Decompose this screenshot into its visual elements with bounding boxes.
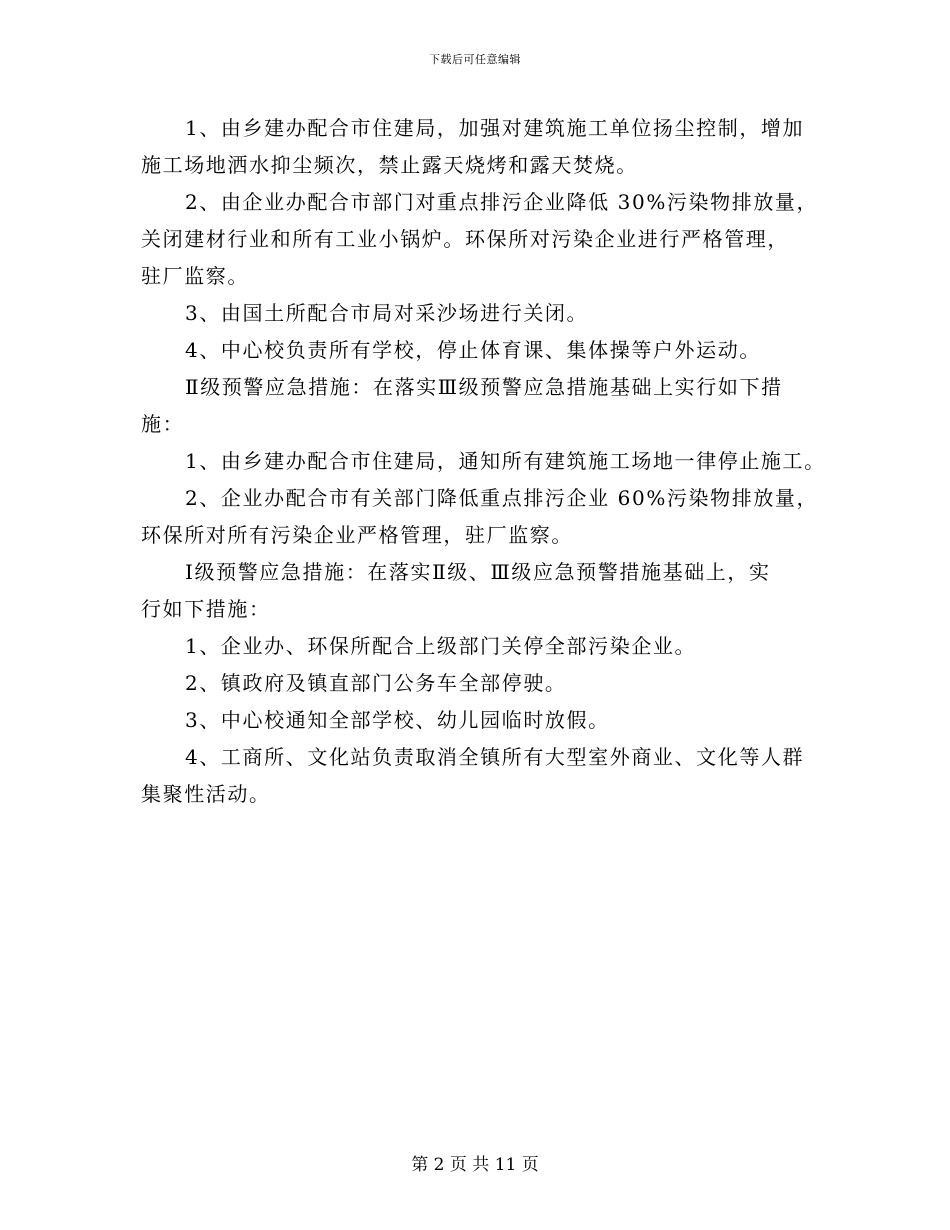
paragraph-7 (141, 628, 821, 665)
paragraph-5 (141, 443, 826, 480)
paragraph-10 (141, 739, 821, 813)
paragraph-line: 1、企业办、环保所配合上级部门关停全部污染企业。 (185, 634, 697, 658)
paragraph-6 (141, 480, 821, 554)
page-number: 第 2 页 共 11 页 (411, 1155, 539, 1175)
paragraph-1 (141, 110, 821, 184)
paragraph-line: 3、中心校通知全部学校、幼儿园临时放假。 (185, 708, 610, 732)
paragraph-level-2-heading (141, 369, 821, 443)
document-body (141, 110, 826, 813)
paragraph-line: Ⅱ级预警应急措施：在落实Ⅲ级预警应急措施基础上实行如下措 (185, 375, 783, 399)
paragraph-line: 4、工商所、文化站负责取消全镇所有大型室外商业、文化等人群 (185, 745, 805, 769)
paragraph-line: 行如下措施： (141, 597, 271, 621)
paragraph-4 (141, 332, 821, 369)
paragraph-line: 1、由乡建办配合市住建局，通知所有建筑施工场地一律停止施工。 (185, 449, 826, 473)
paragraph-line: 2、企业办配合市有关部门降低重点排污企业 60%污染物排放量， (185, 486, 819, 510)
paragraph-line: 1、由乡建办配合市住建局，加强对建筑施工单位扬尘控制，增加 (185, 116, 805, 140)
paragraph-2 (141, 184, 821, 295)
paragraph-line: 集聚性活动。 (141, 782, 271, 806)
paragraph-line: 施工场地洒水抑尘频次，禁止露天烧烤和露天焚烧。 (141, 153, 638, 177)
paragraph-line: 4、中心校负责所有学校，停止体育课、集体操等户外运动。 (185, 338, 761, 362)
page-header-note: 下载后可任意编辑 (429, 53, 521, 66)
paragraph-3 (141, 295, 821, 332)
paragraph-line: 2、镇政府及镇直部门公务车全部停驶。 (185, 671, 567, 695)
paragraph-level-1-heading (141, 554, 821, 628)
paragraph-line: Ⅰ级预警应急措施：在落实Ⅱ级、Ⅲ级应急预警措施基础上，实 (185, 560, 771, 584)
paragraph-9 (141, 702, 821, 739)
paragraph-line: 环保所对所有污染企业严格管理，驻厂监察。 (141, 523, 573, 547)
paragraph-8 (141, 665, 821, 702)
paragraph-line: 施： (141, 412, 185, 436)
paragraph-line: 2、由企业办配合市部门对重点排污企业降低 30%污染物排放量， (185, 190, 819, 214)
paragraph-line: 3、由国土所配合市局对采沙场进行关闭。 (185, 301, 589, 325)
paragraph-line: 关闭建材行业和所有工业小锅炉。环保所对污染企业进行严格管理， (141, 227, 789, 251)
paragraph-line: 驻厂监察。 (141, 264, 249, 288)
